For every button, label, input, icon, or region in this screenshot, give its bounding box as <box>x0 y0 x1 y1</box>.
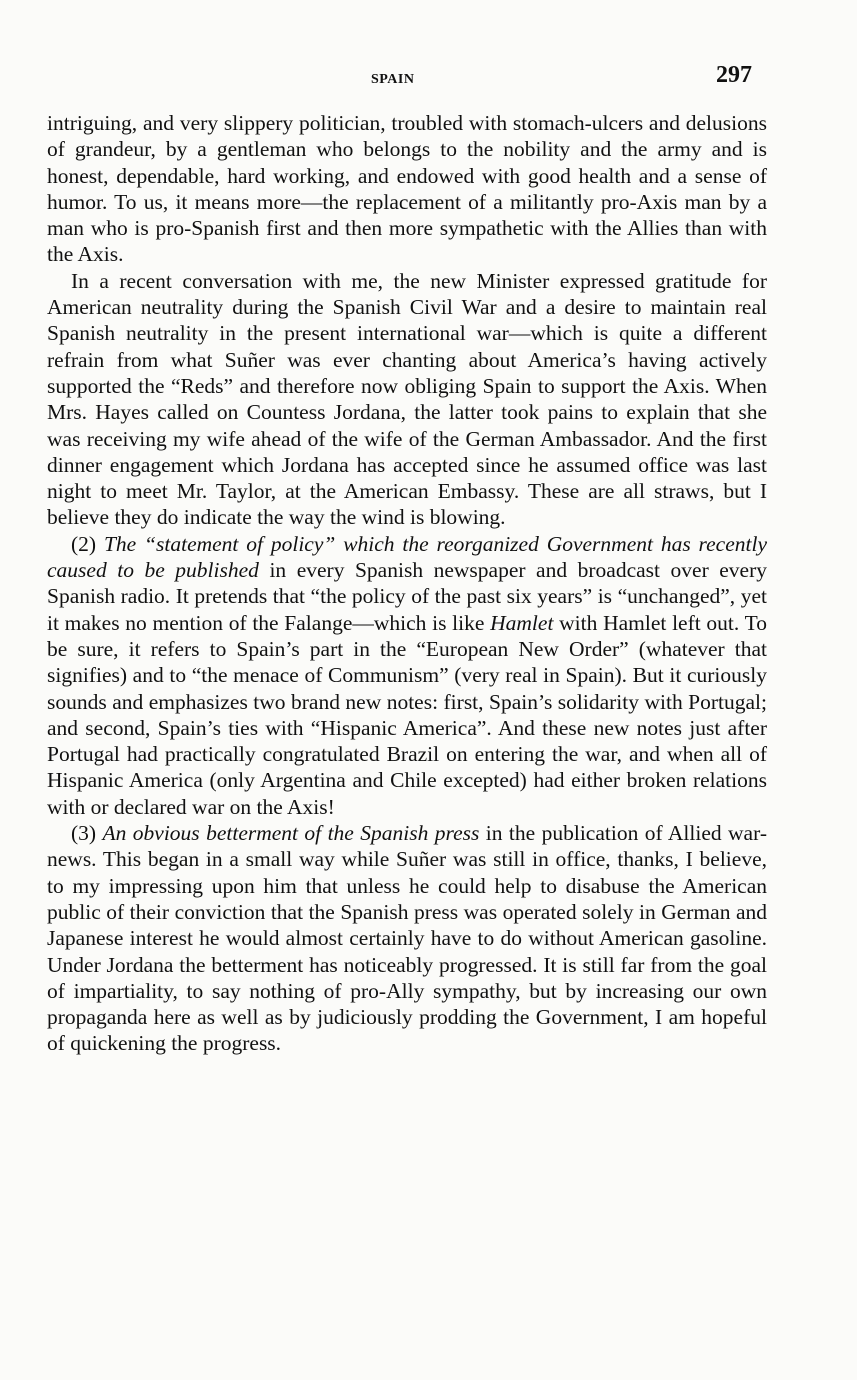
paragraph-2 <box>47 268 767 531</box>
paragraph-text: (2) <box>71 531 104 556</box>
paragraph-text: in the publication of Allied war-news. This began in a small way while Suñer was still in office, thanks, I believe, to my impressing upon him that unless he could help to disabuse the American public of their conviction that the Spanish press was operated solely in German and Japanese interest he would almost certainly have to do without American gasoline. Under Jordana the betterment has noticeably progressed. It is still far from the goal of impartiality, to say nothing of pro-Ally sympathy, but by increasing our own propaganda here as well as by judiciously prodding the Government, I am hopeful of quickening the progress. <box>47 821 767 1056</box>
running-head <box>0 62 857 92</box>
paragraph-text: in every Spanish newspaper and broadcast over every Spanish radio. It pretends that “the policy of the past six years” is “unchanged”, yet it makes no mention of the Falange—which is like <box>47 558 768 635</box>
italic-lead-phrase: An obvious betterment of the Spanish press <box>102 821 480 846</box>
body-text <box>47 110 767 1057</box>
paragraph-4 <box>47 820 767 1057</box>
page-number: 297 <box>716 62 752 88</box>
paragraph-text: with Hamlet left out. To be sure, it refers to Spain’s part in the “European New Order” (whatever that signifies) and to “the menace of Communism” (very real in Spain). But it curiously sounds and emphasizes two brand new notes: first, Spain’s solidarity with Portugal; and second, Spain’s ties with “Hispanic America”. And these new notes just after Portugal had practically congratulated Brazil on entering the war, and when all of Hispanic America (only Argentina and Chile excepted) had either broken relations with or declared war on the Axis! <box>47 610 767 819</box>
paragraph-3 <box>47 531 767 820</box>
italic-title-hamlet: Hamlet <box>490 610 554 635</box>
paragraph-text: (3) <box>71 821 103 846</box>
italic-lead-phrase: The “statement of policy” which the reorganized Government has recently caused to be published <box>47 531 767 583</box>
running-title: SPAIN <box>371 72 415 87</box>
paragraph-1 <box>47 110 767 268</box>
paragraph-text: intriguing, and very slippery politician, troubled with stomach-ulcers and delusions of grandeur, by a gentleman who belongs to the nobility and the army and is honest, dependable, hard working, and endowed with good health and a sense of humor. To us, it means more—the replacement of a militantly pro-Axis man by a man who is pro-Spanish first and then more sympathetic with the Allies than with the Axis. <box>47 111 767 267</box>
paragraph-text: In a recent conversation with me, the new Minister expressed gratitude for American neutrality during the Spanish Civil War and a desire to maintain real Spanish neutrality in the present international war—which is quite a different refrain from what Suñer was ever chanting about America’s having actively supported the “Reds” and therefore now obliging Spain to support the Axis. When Mrs. Hayes called on Countess Jordana, the latter took pains to explain that she was receiving my wife ahead of the wife of the German Ambassador. And the first dinner engagement which Jordana has accepted since he assumed office was last night to meet Mr. Taylor, at the American Embassy. These are all straws, but I believe they do indicate the way the wind is blowing. <box>47 268 767 530</box>
